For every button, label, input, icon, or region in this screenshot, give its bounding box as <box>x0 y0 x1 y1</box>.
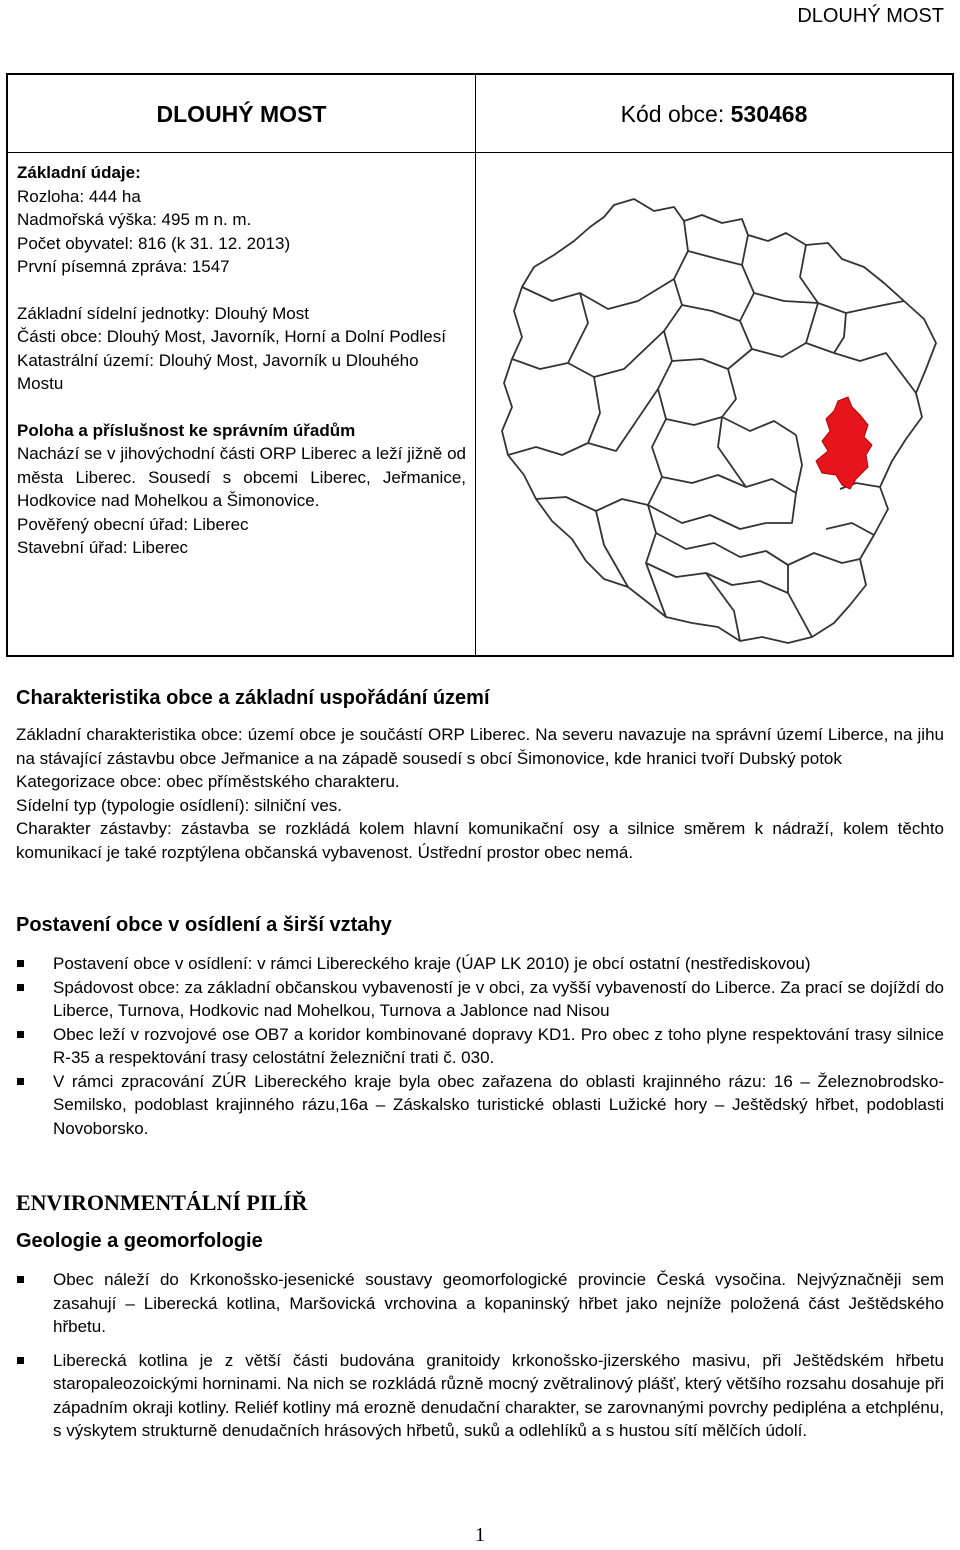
settlement-bullet-list <box>16 952 944 1140</box>
list-item: Obec leží v rozvojové ose OB7 a koridor kombinované dopravy KD1. Pro obec z toho plyne respektování trasy silnice R-35 a respektování trasy celostátní železniční trati č. 030. <box>16 1023 944 1070</box>
pillar-heading-block <box>16 1189 944 1217</box>
info-box-divider <box>475 75 476 655</box>
building-office-line: Stavební úřad: Liberec <box>17 538 189 557</box>
section-title: Geologie a geomorfologie <box>16 1230 263 1252</box>
section-title: Postavení obce v osídlení a širší vztahy <box>16 914 392 936</box>
municipality-code <box>476 100 952 128</box>
area-line: Rozloha: 444 ha <box>17 186 141 206</box>
altitude-line: Nadmořská výška: 495 m n. m. <box>17 210 252 229</box>
location-heading: Poloha a příslušnost ke správním úřadům <box>17 420 356 440</box>
info-box <box>6 73 954 657</box>
list-item: Spádovost obce: za základní občanskou vybaveností je v obci, za vyšší vybaveností do Liberce. Za prací se dojíždí do Liberce, Turnova, Hodkovic nad Mohelkou, Turnova a Jablonce nad Nisou <box>16 976 944 1023</box>
settlement-type-line: Sídelní typ (typologie osídlení): silniční ves. <box>16 795 342 815</box>
population-line: Počet obyvatel: 816 (k 31. 12. 2013) <box>17 233 291 253</box>
pillar-title: ENVIRONMENTÁLNÍ PILÍŘ <box>16 1190 308 1215</box>
authorized-office-line: Pověřený obecní úřad: Liberec <box>17 514 249 534</box>
list-item: Postavení obce v osídlení: v rámci Libereckého kraje (ÚAP LK 2010) je obcí ostatní (nestřediskovou) <box>16 952 944 976</box>
list-item: Obec náleží do Krkonošsko-jesenické soustavy geomorfologické provincie Česká vysočina. Nejvýznačněji sem zasahují – Liberecká kotlina, Maršovická vrchovina a kopaninský hřbet jako nejníže položená část Ještědského hřbetu. <box>16 1268 944 1339</box>
basic-data-heading: Základní údaje: <box>17 163 141 182</box>
settlement-units-line: Základní sídelní jednotky: Dlouhý Most <box>17 303 309 323</box>
basic-info-column <box>17 161 466 560</box>
geology-bullet-list <box>16 1268 944 1443</box>
categorization-line: Kategorizace obce: obec příměstského charakteru. <box>16 772 400 791</box>
section-characteristics <box>16 685 944 864</box>
municipality-highlight <box>816 397 872 489</box>
map-outlines <box>502 199 936 643</box>
cadastral-line: Katastrální území: Dlouhý Most, Javorník u Dlouhého Mostu <box>17 350 419 393</box>
first-record-line: První písemná zpráva: 1547 <box>17 257 230 276</box>
list-item: V rámci zpracování ZÚR Libereckého kraje byla obec zařazena do oblasti krajinného rázu: 16 – Železnobrodsko-Semilsko, podoblast krajinného rázu,16a – Záskalsko turistické oblasti Lužické hory – Ještědský hřbet, podoblasti Novoborsko. <box>16 1070 944 1141</box>
municipality-parts-line: Části obce: Dlouhý Most, Javorník, Horní a Dolní Podlesí <box>17 327 446 346</box>
page-number: 1 <box>475 1524 485 1546</box>
section-geology <box>16 1228 944 1443</box>
section-title: Charakteristika obce a základní uspořádání území <box>16 687 490 709</box>
municipality-name: DLOUHÝ MOST <box>156 101 327 127</box>
orp-map <box>496 193 944 648</box>
section-settlement-position <box>16 912 944 1140</box>
running-header: DLOUHÝ MOST <box>797 5 944 27</box>
basic-characteristics-paragraph: Základní charakteristika obce: území obce je součástí ORP Liberec. Na severu navazuje na správní území Liberce, na jihu na stávající zástavbu obce Jeřmanice a na západě sousedí s obcí Šimonovice, kde hranici tvoří Dubský potok <box>16 725 944 768</box>
location-text: Nachází se v jihovýchodní části ORP Liberec a leží jižně od města Liberec. Sousedí s obcemi Liberec, Jeřmanice, Hodkovice nad Mohelkou a Šimonovice. <box>17 444 466 510</box>
code-label: Kód obce: <box>620 101 731 127</box>
map-outer-boundary <box>502 199 936 643</box>
list-item: Liberecká kotlina je z větší části budována granitoidy krkonošsko-jizerského masivu, při Ještědském hřbetu staropaleozoickými horninami. Na nich se rozkládá různě mocný zvětralinový plášť, který většího rozsahu dosahuje při západním okraji kotliny. Reliéf kotliny má erozně denudační charakter, se zarovnanými povrchy pedipléna a etchplénu, s výskytem strukturně denudačních hrásových hřbetů, suků a odlehlíků a s hustou sítí mělčích údolí. <box>16 1349 944 1443</box>
development-character-paragraph: Charakter zástavby: zástavba se rozkládá kolem hlavní komunikační osy a silnice směrem k nádraží, kolem těchto komunikací je také rozptýlena občanská vybavenost. Ústřední prostor obec nemá. <box>16 819 944 862</box>
code-value: 530468 <box>730 101 808 127</box>
